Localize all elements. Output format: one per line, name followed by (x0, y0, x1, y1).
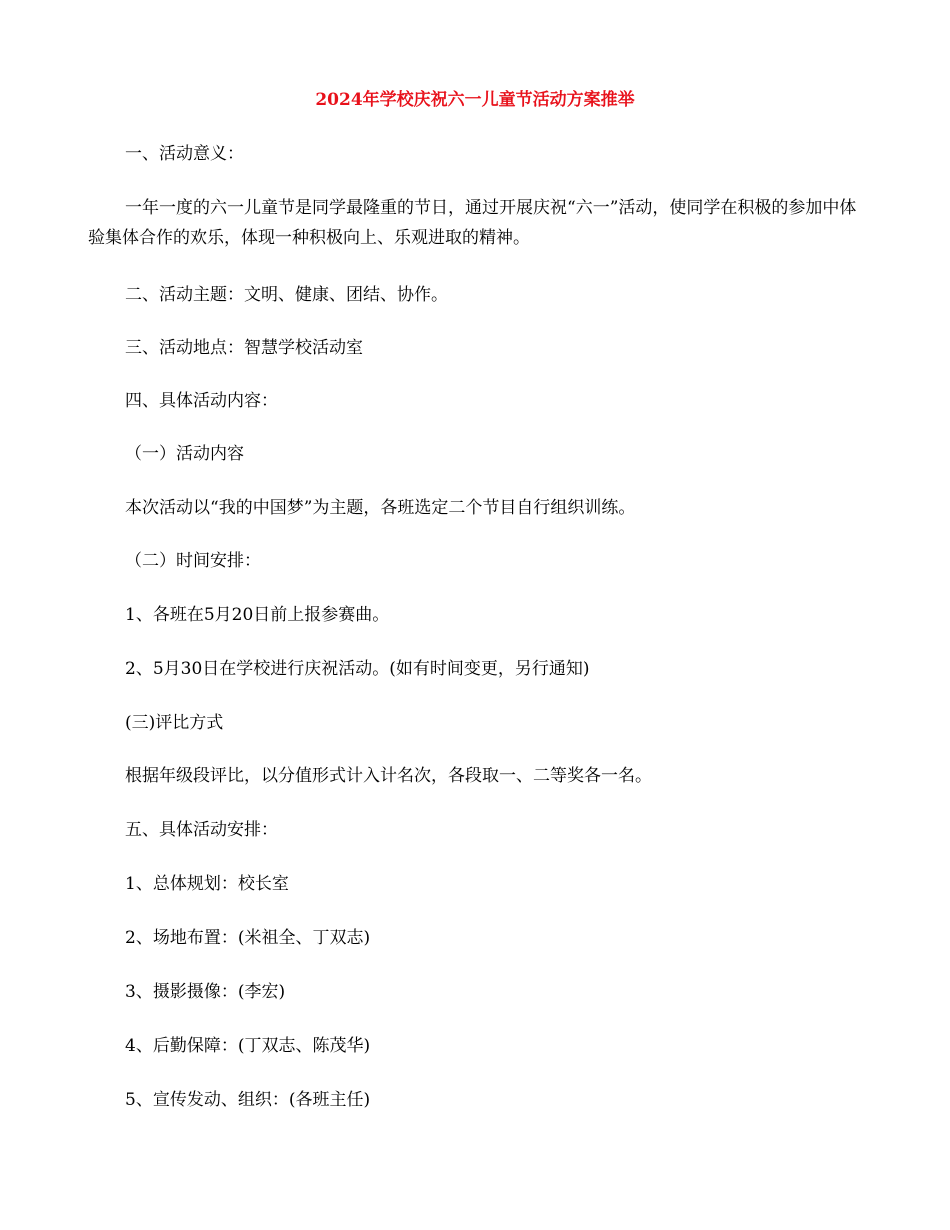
subheading-schedule: （二）时间安排： (125, 551, 261, 571)
section-heading-significance: 一、活动意义： (125, 144, 244, 164)
arrangement-item-2: 2、场地布置：(米祖全、丁双志) (125, 928, 371, 948)
document-title: 2024年学校庆祝六一儿童节活动方案推举 (315, 90, 635, 110)
paragraph-significance-body: 一年一度的六一儿童节是同学最隆重的节日，通过开展庆祝“六一”活动，使同学在积极的参加中体验集体合作的欢乐，体现一种积极向上、乐观进取的精神。 (88, 198, 857, 248)
arrangement-item-4: 4、后勤保障：(丁双志、陈茂华) (125, 1036, 371, 1056)
arrangement-item-1: 1、总体规划：校长室 (125, 874, 289, 894)
arrangement-item-5: 5、宣传发动、组织：(各班主任) (125, 1090, 371, 1110)
section-heading-content: 四、具体活动内容： (125, 391, 278, 411)
section-heading-arrangement: 五、具体活动安排： (125, 820, 278, 840)
schedule-item-1: 1、各班在5月20日前上报参赛曲。 (125, 605, 390, 625)
subheading-evaluation: (三)评比方式 (125, 713, 224, 733)
arrangement-item-3: 3、摄影摄像：(李宏) (125, 982, 286, 1002)
section-heading-theme: 二、活动主题：文明、健康、团结、协作。 (125, 285, 448, 305)
schedule-item-2: 2、5月30日在学校进行庆祝活动。(如有时间变更，另行通知) (125, 659, 590, 679)
section-heading-location: 三、活动地点：智慧学校活动室 (125, 338, 363, 358)
subheading-activity-content: （一）活动内容 (125, 444, 244, 464)
paragraph-activity-content: 本次活动以“我的中国梦”为主题，各班选定二个节目自行组织训练。 (125, 498, 636, 518)
paragraph-evaluation: 根据年级段评比，以分值形式计入计名次，各段取一、二等奖各一名。 (125, 766, 652, 786)
